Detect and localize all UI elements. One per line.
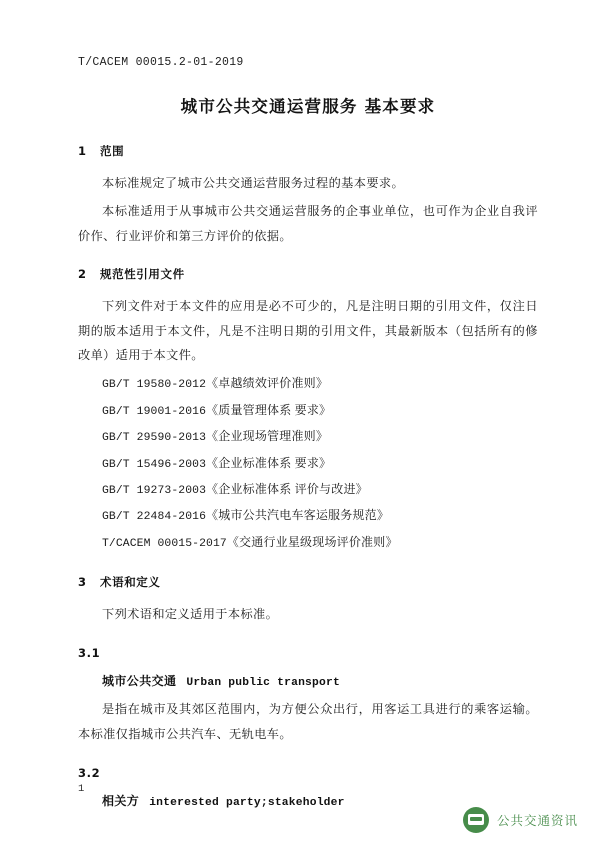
section-number-3: 3 <box>78 575 87 590</box>
reference-item <box>78 371 538 397</box>
page-title: 城市公共交通运营服务 基本要求 <box>180 97 436 116</box>
reference-code: GB/T 19273-2003 <box>102 484 207 497</box>
term-en-3-2: interested party;stakeholder <box>149 797 345 810</box>
watermark <box>463 807 578 833</box>
section-3-paragraph-1: 下列术语和定义适用于本标准。 <box>102 607 279 622</box>
page-number: 1 <box>78 783 85 795</box>
section-1-paragraph-2: 本标准适用于从事城市公共交通运营服务的企事业单位，也可作为企业自我评价作、行业评价和第三方评价的依据。 <box>78 204 538 243</box>
reference-code: GB/T 19001-2016 <box>102 405 207 418</box>
reference-name: 《质量管理体系 要求》 <box>206 402 332 417</box>
standard-code: T/CACEM 00015.2-01-2019 <box>78 56 244 69</box>
section-heading-2 <box>78 266 538 282</box>
section-number-1: 1 <box>78 144 87 158</box>
section-title-2: 规范性引用文件 <box>100 267 185 282</box>
section-title-1: 范围 <box>100 144 125 158</box>
term-en-3-1: Urban public transport <box>186 677 340 690</box>
reference-code: T/CACEM 00015-2017 <box>102 537 227 550</box>
reference-code: GB/T 29590-2013 <box>102 432 207 445</box>
reference-name: 《企业标准体系 要求》 <box>206 455 332 470</box>
term-number-3-2: 3.2 <box>78 766 101 781</box>
reference-item <box>78 398 538 424</box>
section-heading-1 <box>78 143 538 159</box>
term-definition-3-1: 是指在城市及其郊区范围内，为方便公众出行，用客运工具进行的乘客运输。本标准仅指城市公共汽车、无轨电车。 <box>78 702 538 741</box>
bus-icon <box>463 807 489 833</box>
reference-code: GB/T 19580-2012 <box>102 379 207 392</box>
reference-item <box>78 477 538 503</box>
term-entry-3-1 <box>78 672 538 689</box>
reference-item <box>78 503 538 529</box>
section-heading-3 <box>78 574 538 590</box>
reference-item <box>78 424 538 450</box>
reference-name: 《交通行业星级现场评价准则》 <box>226 534 398 549</box>
reference-code: GB/T 15496-2003 <box>102 458 207 471</box>
reference-name: 《城市公共汽电车客运服务规范》 <box>206 508 390 523</box>
reference-name: 《企业标准体系 评价与改进》 <box>206 481 368 496</box>
section-title-3: 术语和定义 <box>100 575 161 590</box>
reference-code: GB/T 22484-2016 <box>102 511 207 524</box>
reference-item <box>78 530 538 556</box>
section-2-paragraph-1: 下列文件对于本文件的应用是必不可少的，凡是注明日期的引用文件，仅注日期的版本适用于本文件，凡是不注明日期的引用文件，其最新版本（包括所有的修改单）适用于本文件。 <box>78 299 538 363</box>
reference-name: 《企业现场管理准则》 <box>206 429 329 444</box>
term-zh-3-2: 相关方 <box>102 794 140 809</box>
section-1-paragraph-1: 本标准规定了城市公共交通运营服务过程的基本要求。 <box>102 176 405 190</box>
term-number-3-1: 3.1 <box>78 646 101 661</box>
watermark-label: 公共交通资讯 <box>496 813 578 828</box>
reference-name: 《卓越绩效评价准则》 <box>206 376 329 391</box>
term-zh-3-1: 城市公共交通 <box>102 674 177 689</box>
reference-item <box>78 451 538 477</box>
section-number-2: 2 <box>78 267 87 282</box>
